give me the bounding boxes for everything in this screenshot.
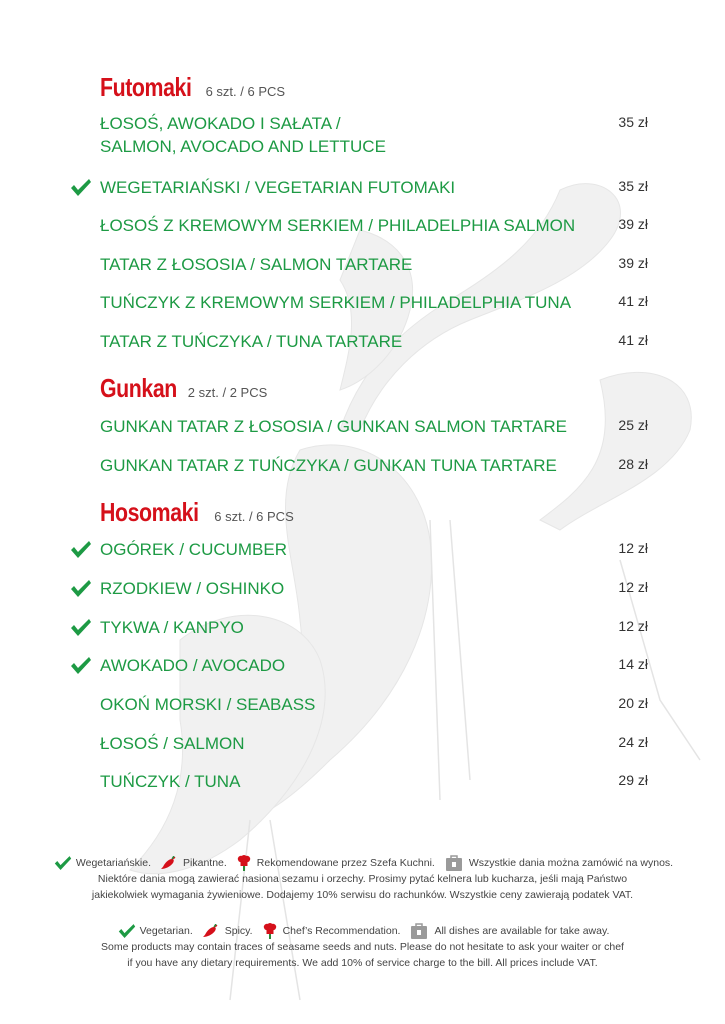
menu-item-price: 39 zł — [618, 216, 648, 232]
footer-note-line: Niektóre dania mogą zawierać nasiona sezamu i orzechy. Prosimy pytać kelnera lub kucharza, jeśli mają Państwo — [97, 873, 628, 886]
menu-item — [100, 577, 648, 600]
menu-item-name: ŁOSOŚ, AWOKADO I SAŁATA / SALMON, AVOCADO AND LETTUCE — [100, 114, 386, 156]
menu-item — [100, 770, 648, 793]
menu-item — [100, 654, 648, 677]
menu-item-name: GUNKAN TATAR Z ŁOSOSIA / GUNKAN SALMON TARTARE — [100, 417, 567, 436]
legend-spicy: Spicy. — [224, 925, 253, 938]
menu-item-name: TYKWA / KANPYO — [100, 618, 244, 637]
section-pieces: 6 szt. / 6 PCS — [205, 84, 286, 99]
section-header — [100, 373, 267, 404]
legend-chef: Rekomendowane przez Szefa Kuchni. — [256, 857, 435, 870]
menu-item — [100, 214, 648, 237]
menu-item — [100, 330, 648, 353]
footer-note-line: Some products may contain traces of seasame seeds and nuts. Please do not hesitate to ask your waiter or chef — [101, 941, 624, 954]
menu-item-name: ŁOSOŚ / SALMON — [100, 734, 245, 753]
vegetarian-checkmark-icon — [70, 580, 92, 598]
menu-item-price: 39 zł — [618, 255, 648, 271]
menu-item-price: 14 zł — [618, 656, 648, 672]
menu-item-price: 12 zł — [618, 618, 648, 634]
section-header — [100, 497, 294, 528]
chili-pepper-icon — [197, 923, 221, 939]
legend-spicy: Pikantne. — [183, 857, 227, 870]
menu-item-price: 41 zł — [618, 332, 648, 348]
menu-item-price: 25 zł — [618, 417, 648, 433]
menu-item-price: 12 zł — [618, 579, 648, 595]
menu-item-price: 20 zł — [618, 695, 648, 711]
chef-hat-icon — [257, 923, 279, 939]
menu-item — [100, 538, 648, 561]
menu-item-price: 35 zł — [618, 178, 648, 194]
chef-hat-icon — [231, 855, 253, 871]
section-header — [100, 72, 285, 103]
menu-item — [100, 693, 648, 716]
menu-item — [100, 732, 648, 755]
menu-item — [100, 415, 648, 438]
legend-takeaway: All dishes are available for take away. — [434, 925, 610, 938]
menu-item-name: TUŃCZYK Z KREMOWYM SERKIEM / PHILADELPHIA TUNA — [100, 293, 572, 312]
footer-notes-pl — [40, 855, 685, 903]
menu-item-price: 24 zł — [618, 734, 648, 750]
footer-note-line: if you have any dietary requirements. We add 10% of service charge to the bill. All prices include VAT. — [127, 957, 598, 970]
menu-item — [100, 616, 648, 639]
vegetarian-checkmark-icon — [70, 541, 92, 559]
menu-item-name: OKOŃ MORSKI / SEABASS — [100, 695, 316, 714]
vegetarian-checkmark-icon — [70, 657, 92, 675]
legend-line — [40, 855, 685, 871]
takeaway-bag-icon — [439, 855, 465, 871]
menu-item-price: 29 zł — [618, 772, 648, 788]
menu-item-price: 35 zł — [618, 114, 648, 130]
menu-item-name: TUŃCZYK / TUNA — [100, 772, 241, 791]
menu-item-name: TATAR Z ŁOSOSIA / SALMON TARTARE — [100, 255, 413, 274]
menu-item-name: OGÓREK / CUCUMBER — [100, 540, 288, 559]
section-pieces: 6 szt. / 6 PCS — [214, 509, 294, 524]
menu-item-price: 12 zł — [618, 540, 648, 556]
menu-item — [100, 112, 648, 158]
legend-chef: Chef’s Recommendation. — [282, 925, 401, 938]
checkmark-icon — [48, 855, 74, 871]
footer-note-line: jakiekolwiek wymagania żywieniowe. Dodajemy 10% serwisu do rachunków. Wszystkie ceny zawierają podatek VAT. — [91, 889, 634, 902]
menu-item — [100, 253, 648, 276]
legend-line — [40, 923, 685, 939]
menu-item-name: GUNKAN TATAR Z TUŃCZYKA / GUNKAN TUNA TARTARE — [100, 456, 557, 475]
menu-item — [100, 454, 648, 477]
menu-item-name: TATAR Z TUŃCZYKA / TUNA TARTARE — [100, 332, 403, 351]
checkmark-icon — [112, 923, 138, 939]
menu-item-name: RZODKIEW / OSHINKO — [100, 579, 285, 598]
section-title: Futomaki — [100, 72, 192, 102]
menu-item-name: ŁOSOŚ Z KREMOWYM SERKIEM / PHILADELPHIA SALMON — [100, 216, 576, 235]
menu-item — [100, 176, 648, 199]
takeaway-bag-icon — [404, 923, 430, 939]
menu-item-name: AWOKADO / AVOCADO — [100, 656, 286, 675]
legend-vegetarian: Vegetarian. — [139, 925, 193, 938]
legend-vegetarian: Wegetariańskie. — [75, 857, 152, 870]
menu-item-price: 41 zł — [618, 293, 648, 309]
menu-item — [100, 291, 648, 314]
legend-takeaway: Wszystkie dania można zamówić na wynos. — [468, 857, 674, 870]
section-title: Gunkan — [100, 373, 177, 403]
menu-item-price: 28 zł — [618, 456, 648, 472]
section-pieces: 2 szt. / 2 PCS — [187, 385, 268, 400]
footer-notes-en — [40, 923, 685, 971]
menu-item-name: WEGETARIAŃSKI / VEGETARIAN FUTOMAKI — [100, 178, 456, 197]
vegetarian-checkmark-icon — [70, 179, 92, 197]
section-title: Hosomaki — [100, 497, 199, 527]
chili-pepper-icon — [155, 855, 179, 871]
vegetarian-checkmark-icon — [70, 619, 92, 637]
